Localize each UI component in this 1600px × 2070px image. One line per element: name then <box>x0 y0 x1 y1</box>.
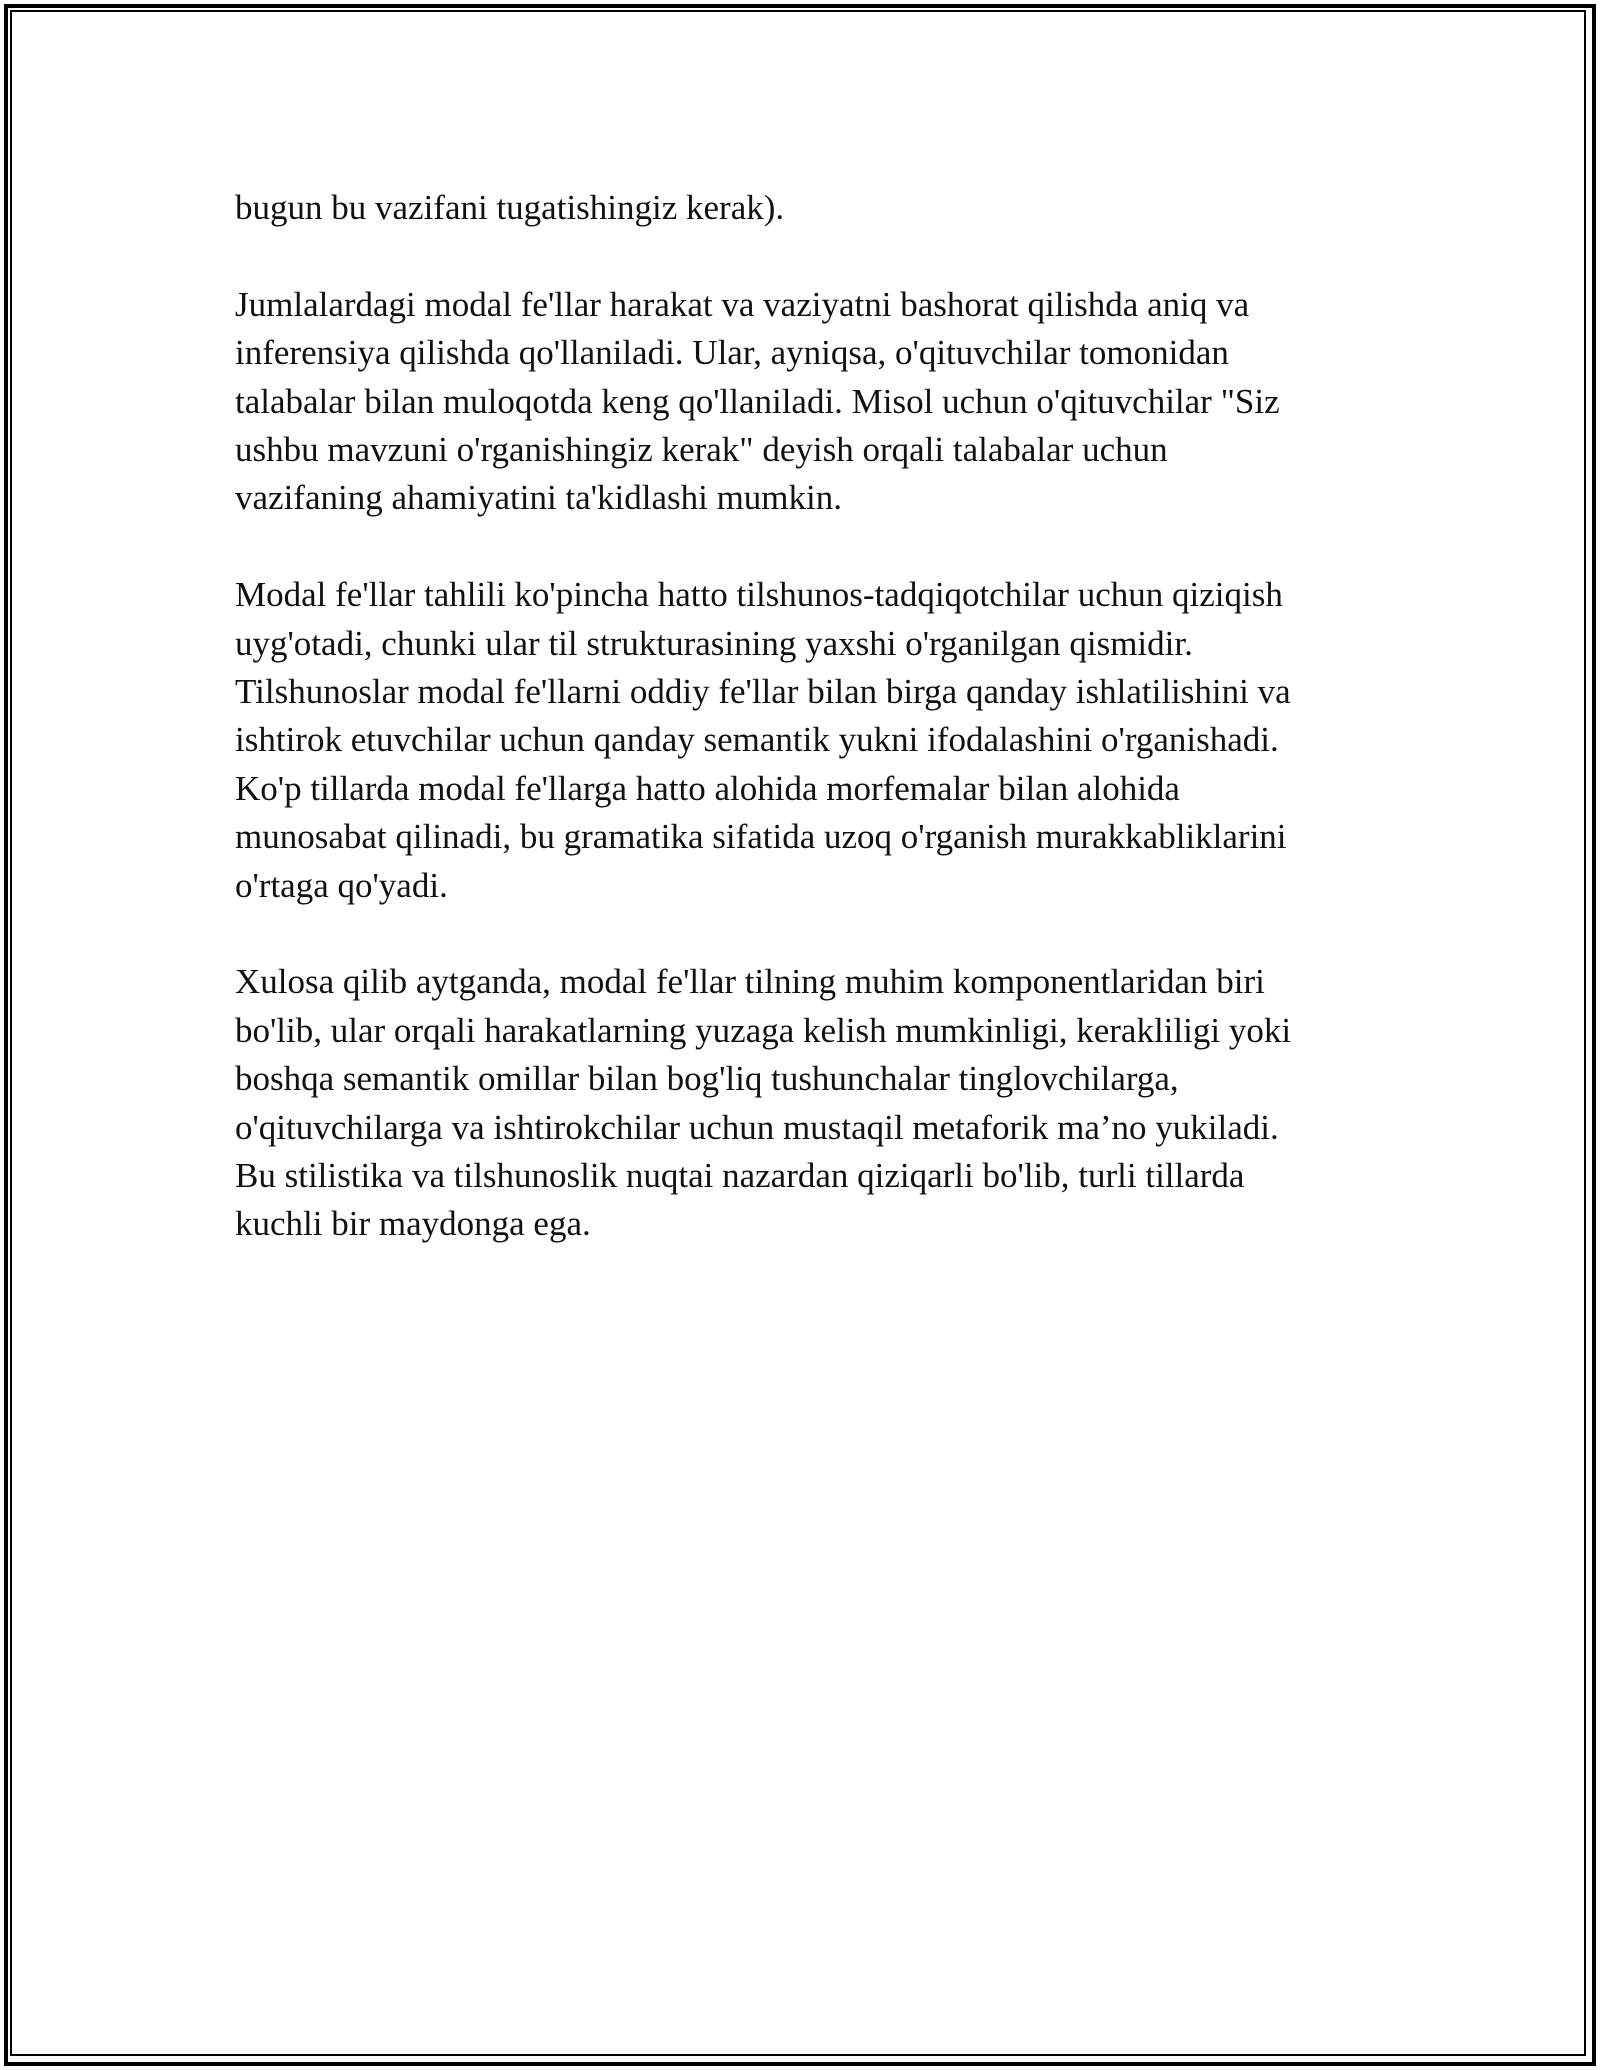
text-line: talabalar bilan muloqotda keng qo'llaniladi. Misol uchun o'qituvchilar "Siz <box>235 381 1280 421</box>
text-line: ishtirok etuvchilar uchun qanday semantik yukni ifodalashini o'rganishadi. <box>235 720 1279 760</box>
paragraph-3 <box>235 571 1365 910</box>
paragraph-4 <box>235 958 1365 1248</box>
text-line: ushbu mavzuni o'rganishingiz kerak" deyish orqali talabalar uchun <box>235 430 1168 470</box>
text-line: Tilshunoslar modal fe'llarni oddiy fe'llar bilan birga qanday ishlatilishini va <box>235 672 1291 712</box>
text-line: vazifaning ahamiyatini ta'kidlashi mumkin. <box>235 478 842 518</box>
text-line: boshqa semantik omillar bilan bog'liq tushunchalar tinglovchilarga, <box>235 1059 1179 1099</box>
paragraph-2 <box>235 281 1365 523</box>
text-line: Modal fe'llar tahlili ko'pincha hatto tilshunos-tadqiqotchilar uchun qiziqish <box>235 575 1283 615</box>
text-line: kuchli bir maydonga ega. <box>235 1204 591 1244</box>
text-line: inferensiya qilishda qo'llaniladi. Ular, ayniqsa, o'qituvchilar tomonidan <box>235 333 1229 373</box>
text-line: Ko'p tillarda modal fe'llarga hatto alohida morfemalar bilan alohida <box>235 768 1180 808</box>
paragraph-1 <box>235 184 1365 232</box>
text-line: munosabat qilinadi, bu gramatika sifatida uzoq o'rganish murakkabliklarini <box>235 817 1287 857</box>
text-line: Bu stilistika va tilshunoslik nuqtai nazardan qiziqarli bo'lib, turli tillarda <box>235 1156 1245 1196</box>
text-line: o'qituvchilarga va ishtirokchilar uchun mustaqil metaforik ma’no yukiladi. <box>235 1107 1279 1147</box>
document-body <box>235 184 1365 1297</box>
text-line: Xulosa qilib aytganda, modal fe'llar tilning muhim komponentlaridan biri <box>235 962 1265 1002</box>
text-line: Jumlalardagi modal fe'llar harakat va vaziyatni bashorat qilishda aniq va <box>235 284 1250 324</box>
text-line: uyg'otadi, chunki ular til strukturasining yaxshi o'rganilgan qismidir. <box>235 623 1193 663</box>
text-line: bo'lib, ular orqali harakatlarning yuzaga kelish mumkinligi, kerakliligi yoki <box>235 1010 1292 1050</box>
text-line: o'rtaga qo'yadi. <box>235 865 448 905</box>
text-line: bugun bu vazifani tugatishingiz kerak). <box>235 188 785 227</box>
